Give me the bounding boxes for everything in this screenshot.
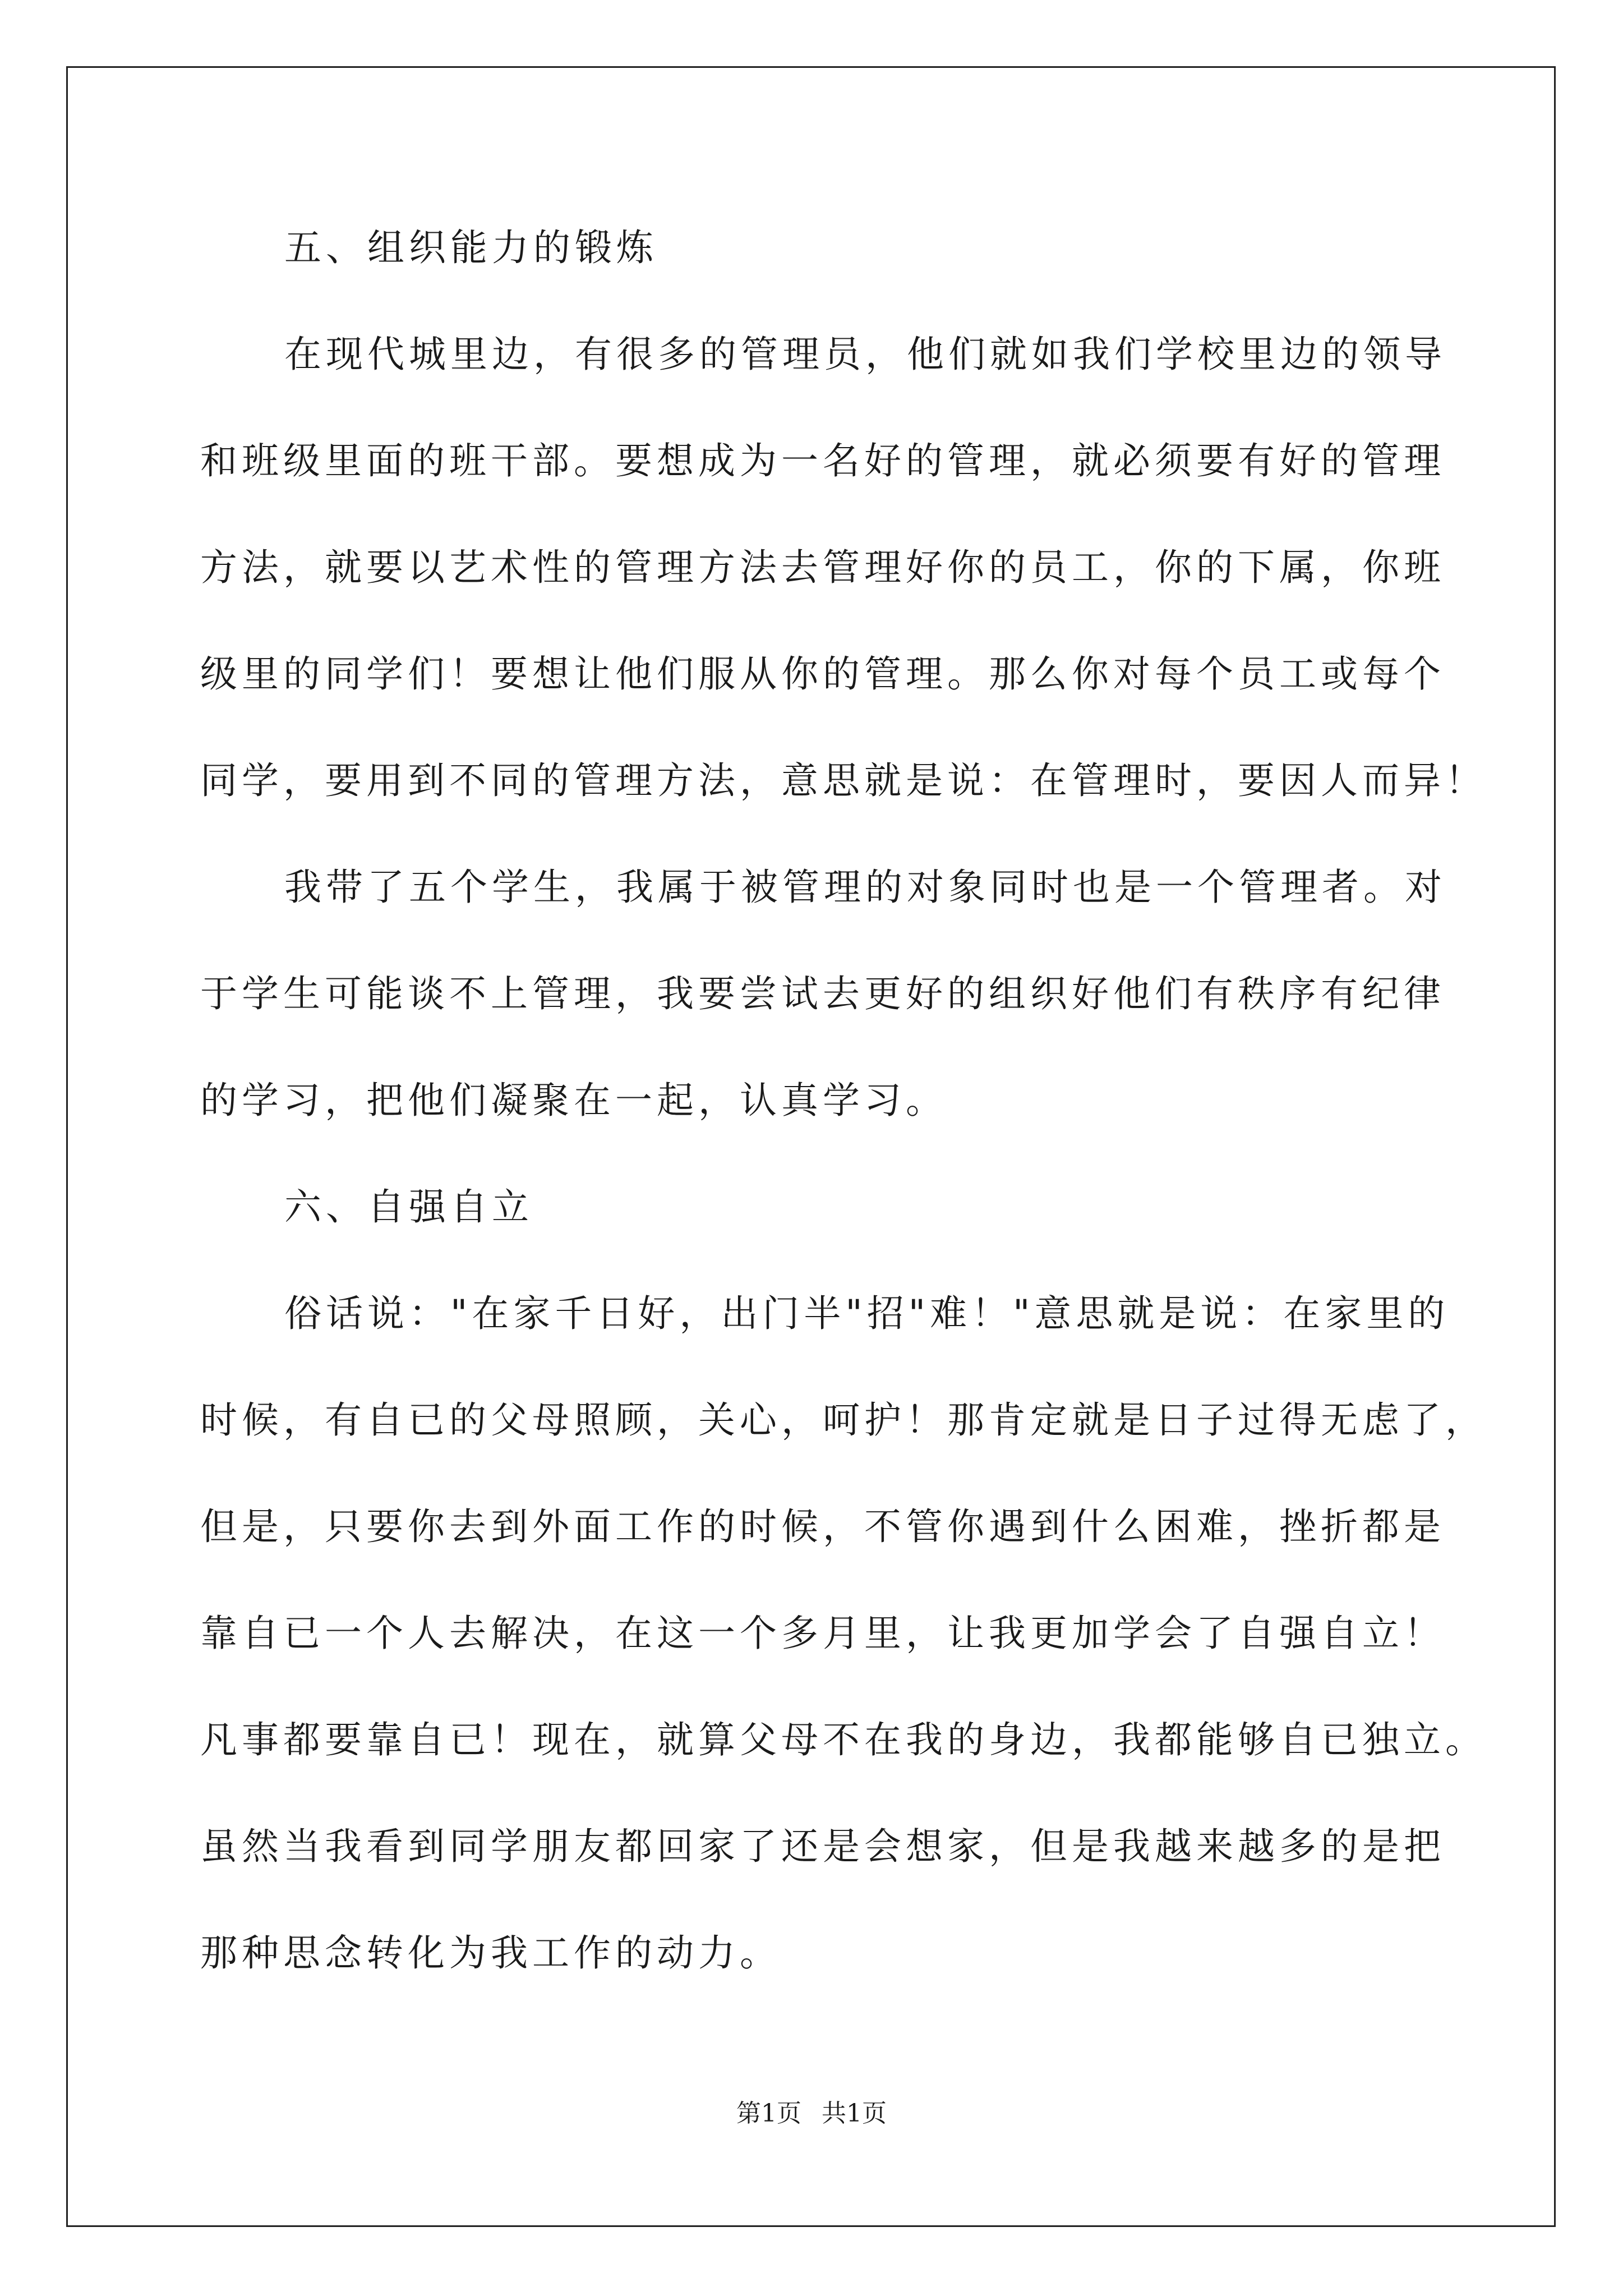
page-border	[66, 66, 1556, 2227]
paragraph-line: 靠自已一个人去解决，在这一个多月里，让我更加学会了自强自立！	[200, 1612, 1445, 1655]
paragraph-line: 同学，要用到不同的管理方法，意思就是说：在管理时，要因人而异！	[200, 759, 1487, 802]
paragraph-line: 于学生可能谈不上管理，我要尝试去更好的组织好他们有秩序有纪律	[200, 972, 1445, 1015]
paragraph-line: 那种思念转化为我工作的动力。	[200, 1931, 781, 1975]
page-number-footer: 第1页 共1页	[736, 2099, 887, 2128]
paragraph-line: 级里的同学们！要想让他们服从你的管理。那么你对每个员工或每个	[200, 652, 1445, 696]
section-heading-5: 五、组织能力的锻炼	[284, 226, 658, 269]
paragraph-line: 虽然当我看到同学朋友都回家了还是会想家，但是我越来越多的是把	[200, 1825, 1445, 1868]
paragraph-line: 方法，就要以艺术性的管理方法去管理好你的员工，你的下属，你班	[200, 546, 1445, 589]
paragraph-line: 凡事都要靠自已！现在，就算父母不在我的身边，我都能够自已独立。	[200, 1718, 1487, 1761]
paragraph-line: 在现代城里边，有很多的管理员，他们就如我们学校里边的领导	[284, 333, 1446, 376]
paragraph-line: 和班级里面的班干部。要想成为一名好的管理，就必须要有好的管理	[200, 439, 1445, 482]
paragraph-line: 时候，有自已的父母照顾，关心，呵护！那肯定就是日子过得无虑了，	[200, 1398, 1487, 1442]
paragraph-line: 俗话说："在家千日好，出门半"招"难！"意思就是说：在家里的	[284, 1292, 1450, 1335]
paragraph-line: 但是，只要你去到外面工作的时候，不管你遇到什么困难，挫折都是	[200, 1505, 1445, 1548]
paragraph-line: 我带了五个学生，我属于被管理的对象同时也是一个管理者。对	[284, 866, 1446, 909]
paragraph-line: 的学习，把他们凝聚在一起，认真学习。	[200, 1079, 947, 1122]
section-heading-6: 六、自强自立	[284, 1185, 533, 1228]
